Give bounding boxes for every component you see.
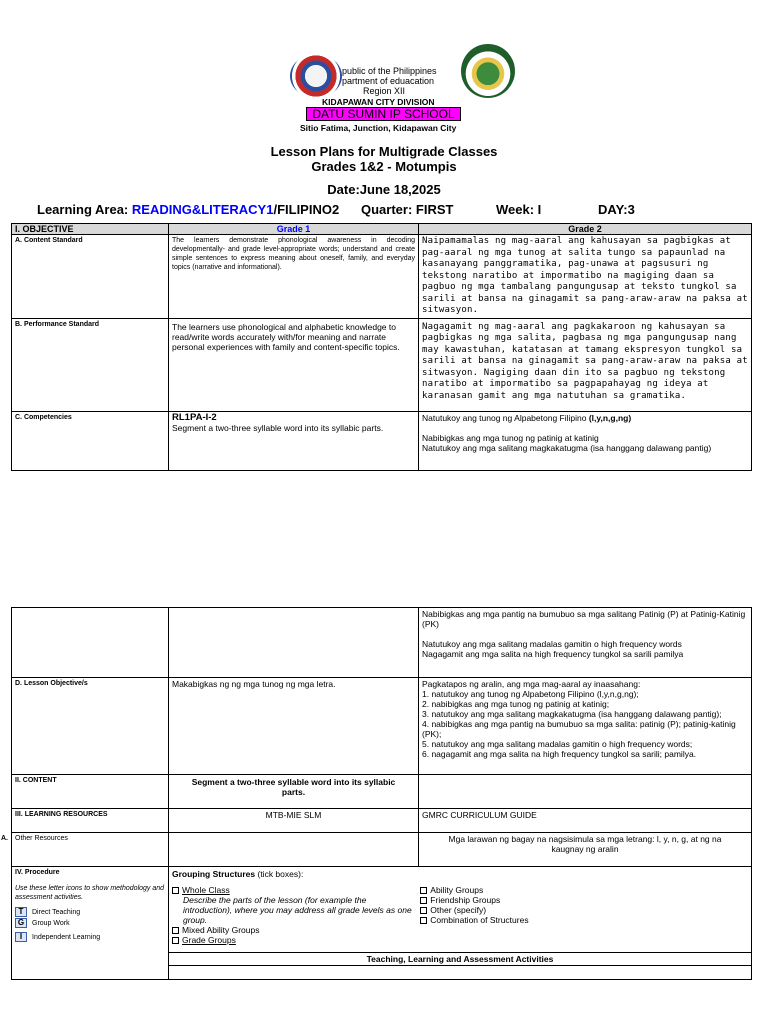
whole-class-desc: Describe the parts of the lesson (for example the introduction), where you may address all grade levels as one group. <box>183 895 412 925</box>
learning-area <box>37 202 339 217</box>
competencies-row <box>12 411 752 470</box>
ability-groups-option[interactable]: Ability Groups <box>420 885 748 895</box>
cont-line1: Nabibigkas ang mga pantig na bumubuo sa mga salitang Patinig (P) at Patinig-Katinig (PK) <box>422 609 746 629</box>
icon-group-work: G Group Work <box>15 918 165 929</box>
lesson-table <box>11 607 752 980</box>
t-letter-icon: T <box>15 907 27 917</box>
competencies-label: C. Competencies <box>12 411 169 470</box>
objective-line: 6. nagagamit ang mga salita na high frequency tungkol sa sarili; pamilya. <box>422 749 697 759</box>
quarter-label: Quarter: FIRST <box>361 202 454 217</box>
grade-groups-option[interactable]: Grade Groups <box>172 935 414 945</box>
content-standard-row <box>12 235 752 319</box>
day-label: DAY:3 <box>598 202 635 217</box>
content-g1: Segment a two-three syllable word into its syllabic parts. <box>169 775 419 809</box>
competency-text: Segment a two-three syllable word into its syllabic parts. <box>172 422 384 433</box>
checkbox-icon[interactable] <box>420 907 427 914</box>
school-address: Sitio Fatima, Junction, Kidapawan City <box>300 123 457 133</box>
grades-title: Grades 1&2 - Motumpis <box>311 159 457 174</box>
region-line: Region XII <box>363 86 406 96</box>
objective-line: 3. natutukoy ang mga salitang magkakatugma (isa hanggang dalawang pantig); <box>422 709 722 719</box>
icon-direct-teaching: T Direct Teaching <box>15 907 165 918</box>
other-resources-row <box>12 833 752 867</box>
whole-class-option[interactable]: Whole Class <box>172 885 414 895</box>
checkbox-icon[interactable] <box>172 937 179 944</box>
learning-resources-g2: GMRC CURRICULUM GUIDE <box>419 809 752 833</box>
mixed-ability-option[interactable]: Mixed Ability Groups <box>172 925 414 935</box>
checkbox-icon[interactable] <box>420 887 427 894</box>
learning-area-grade1: READING&LITERACY1 <box>131 202 274 217</box>
combination-option[interactable]: Combination of Structures <box>420 915 748 925</box>
grade2-header: Grade 2 <box>419 224 752 235</box>
learning-resources-g1: MTB-MIE SLM <box>169 809 419 833</box>
objective-line: Pagkatapos ng aralin, ang mga mag-aaral ay inaasahang: <box>422 679 641 689</box>
plan-title: Lesson Plans for Multigrade Classes <box>270 144 498 159</box>
checkbox-icon[interactable] <box>420 897 427 904</box>
content-row <box>12 775 752 809</box>
competencies-cont-g2 <box>419 608 752 678</box>
checkbox-icon[interactable] <box>172 927 179 934</box>
friendship-groups-option[interactable]: Friendship Groups <box>420 895 748 905</box>
performance-standard-row <box>12 318 752 411</box>
objective-line: 2. nabibigkas ang mga tunog ng patinig at katinig; <box>422 699 610 709</box>
other-resources-g2: Mga larawan ng bagay na nagsisimula sa mga letrang: l, y, n, g, at ng na kaugnay ng aralin <box>419 833 752 867</box>
objective-line: 5. natutukoy ang mga salitang madalas gamitin o high frequency words; <box>422 739 693 749</box>
other-resources-prefix: A. <box>1 835 8 842</box>
competency-g2-line1: Natutukoy ang tunog ng Alpabetong Filipino <box>422 412 589 423</box>
lesson-objectives-g1: Makabigkas ng ng mga tunog ng mga letra. <box>169 678 419 775</box>
learning-area-grade2: /FILIPINO2 <box>273 202 340 217</box>
learning-area-label: Learning Area: <box>37 202 129 217</box>
lesson-objectives-row <box>12 678 752 775</box>
division-seal-logo <box>461 44 515 98</box>
i-letter-icon: I <box>15 932 27 942</box>
procedure-note: Use these letter icons to show methodology and assessment activities. <box>15 885 165 901</box>
competency-code: RL1PA-I-2 <box>172 411 217 423</box>
objectives-table <box>11 223 752 471</box>
deped-seal-logo <box>290 54 342 98</box>
other-resources-label: Other Resources <box>12 833 169 867</box>
content-label: II. CONTENT <box>12 775 169 809</box>
competency-g2-line3: Natutukoy ang mga salitang magkakatugma (isa hanggang dalawang pantig) <box>422 442 712 453</box>
competencies-cont-row <box>12 608 752 678</box>
activities-header: Teaching, Learning and Assessment Activities <box>169 953 752 966</box>
content-standard-g1: The learners demonstrate phonological awareness in decoding developmentally- and grade level-appropriate words; understand and create simple sentences to express meaning about oneself, family, and everyday topics (narrative and informational). <box>169 235 419 319</box>
checkbox-icon[interactable] <box>172 887 179 894</box>
learning-resources-row <box>12 809 752 833</box>
division-line: KIDAPAWAN CITY DIVISION <box>322 97 435 107</box>
cont-line3: Nagagamit ang mga salita na high frequency tungkol sa sarili pamilya <box>422 649 684 659</box>
lesson-objectives-label: D. Lesson Objective/s <box>12 678 169 775</box>
objective-line: 4. nabibigkas ang mga pantig na bumubuo sa mga salita: patinig (P); patinig-katinig (PK); <box>422 719 736 739</box>
procedure-cell <box>12 867 169 980</box>
date-line: Date:June 18,2025 <box>327 182 441 197</box>
content-standard-g2: Naipamamalas ng mag-aaral ang kahusayan sa pagbigkas at pag-aaral ng mga tunog at salita tungo sa papaunlad na kasanayang panggramatika, pag-unawa at pagsusuri ng tekstong naratibo at impormatibo na magiging daan sa pagbuo ng mga tambalang pangungusap at teksto tungkol sa sarili at bansa na ginagamit sa pang-araw-araw na paksa at sitwasyon. <box>419 235 752 319</box>
icon-independent-learning: I Independent Learning <box>15 932 165 943</box>
g-letter-icon: G <box>15 918 27 928</box>
content-standard-label: A. Content Standard <box>12 235 169 319</box>
competency-g2-letters: (l,y,n,g,ng) <box>588 412 632 423</box>
table-header-row <box>12 224 752 235</box>
competencies-g2 <box>419 411 752 470</box>
grouping-label: Grouping Structures <box>172 869 256 879</box>
week-label: Week: I <box>496 202 542 217</box>
school-name: DATU SUMIN IP SCHOOL <box>306 107 461 121</box>
cont-line2: Natutukoy ang mga salitang madalas gamitin o high frequency words <box>422 639 682 649</box>
competencies-g1 <box>169 411 419 470</box>
performance-standard-label: B. Performance Standard <box>12 318 169 411</box>
learning-resources-label: III. LEARNING RESOURCES <box>12 809 169 833</box>
republic-line: public of the Philippines <box>342 66 437 76</box>
department-line: partment of eduacation <box>342 76 435 86</box>
grade1-header: Grade 1 <box>169 224 419 235</box>
procedure-row <box>12 867 752 953</box>
objective-header: I. OBJECTIVE <box>12 224 169 235</box>
grouping-cell: Grouping Structures (tick boxes): Whole Class Describe the parts of the lesson (for example the introduction), where you may address all grade levels as one group. Mixed Ability Groups Grade Groups Ability Groups Friendship Groups Other (specify) Combination of Structures <box>169 867 752 953</box>
competency-g2-line2: Nabibigkas ang mga tunog ng patinig at katinig <box>422 432 599 443</box>
other-specify-option[interactable]: Other (specify) <box>420 905 748 915</box>
checkbox-icon[interactable] <box>420 917 427 924</box>
objective-line: 1. natutukoy ang tunog ng Alpabetong Filipino (l,y,n,g,ng); <box>422 689 639 699</box>
lesson-objectives-g2 <box>419 678 752 775</box>
performance-standard-g2: Nagagamit ng mag-aaral ang pagkakaroon ng kahusayan sa pagbigkas ng mga salita, pagbasa ng mga pangungusap nang may kawastuhan, katatasan at tamang ekspresyon tungkol sa sarili at bansa na ginagamit sa pang-araw-araw na paksa at sitwasyon. Nagiging daan din ito sa pagbuo ng tekstong naratibo at impormatibo sa pagpapahayag ng ideya at karanasan gamit ang mga natutuhan sa gramatika. <box>419 318 752 411</box>
procedure-label: IV. Procedure <box>15 869 60 876</box>
performance-standard-g1: The learners use phonological and alphabetic knowledge to read/write words accurately with/for meaning and narrate personal experiences with family and content-specific topics. <box>169 318 419 411</box>
